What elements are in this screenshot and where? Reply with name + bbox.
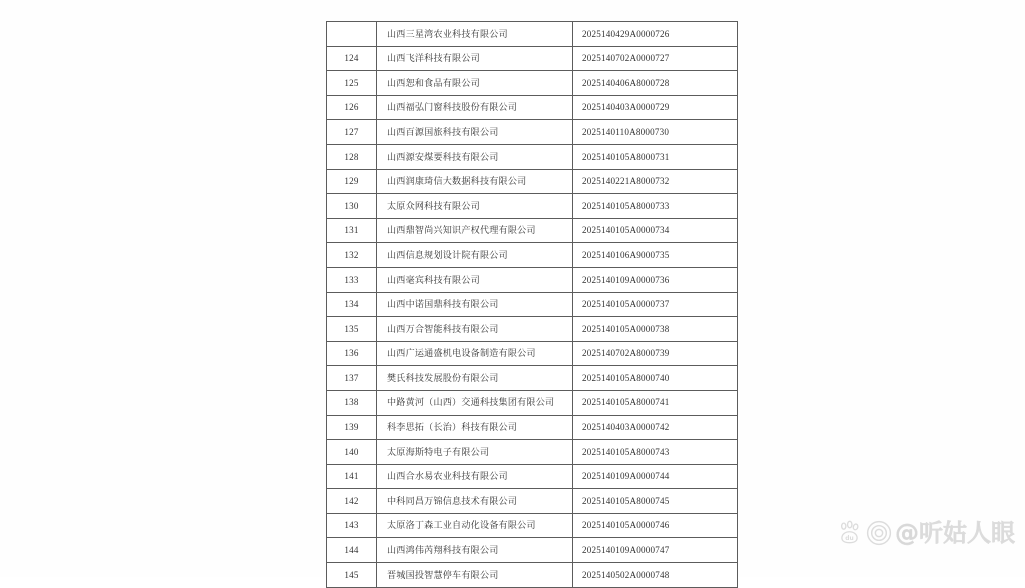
row-index-cell: [327, 415, 377, 440]
table-row: [327, 464, 738, 489]
enterprise-name-cell-text: 山西鼎智尚兴知识产权代理有限公司: [387, 225, 536, 236]
row-index-cell-text: 129: [344, 176, 359, 187]
registration-code-cell-text: 2025140105A8000733: [582, 200, 670, 211]
enterprise-name-cell: [377, 317, 573, 342]
enterprise-name-cell: [377, 267, 573, 292]
row-index-cell-text: 136: [344, 348, 359, 359]
registration-code-cell: [573, 538, 738, 563]
enterprise-name-cell: [377, 513, 573, 538]
row-index-cell-text: 130: [344, 200, 359, 211]
enterprise-name-cell-text: 山西合水易农业科技有限公司: [387, 471, 508, 482]
registration-code-cell-text: 2025140429A0000726: [582, 28, 670, 39]
row-index-cell-text: 132: [344, 249, 359, 260]
enterprise-registry-table: [326, 21, 738, 588]
registration-code-cell-text: 2025140105A8000731: [582, 151, 670, 162]
registration-code-cell: [573, 194, 738, 219]
row-index-cell-text: 144: [344, 545, 359, 556]
enterprise-name-cell-text: 山西广运通盛机电设备制造有限公司: [387, 348, 536, 359]
table-row: [327, 489, 738, 514]
table-row: [327, 538, 738, 563]
registration-code-cell: [573, 292, 738, 317]
row-index-cell: [327, 513, 377, 538]
enterprise-name-cell-text: 晋城国投智慧停车有限公司: [387, 569, 499, 580]
enterprise-name-cell: [377, 169, 573, 194]
row-index-cell: [327, 243, 377, 268]
enterprise-name-cell-text: 樊氏科技发展股份有限公司: [387, 372, 499, 383]
row-index-cell: [327, 440, 377, 465]
registration-code-cell-text: 2025140105A0000746: [582, 520, 670, 531]
registration-code-cell: [573, 46, 738, 71]
registration-code-cell: [573, 390, 738, 415]
registration-code-cell: [573, 218, 738, 243]
enterprise-name-cell-text: 中路黄河（山西）交通科技集团有限公司: [387, 397, 555, 408]
row-index-cell: [327, 292, 377, 317]
enterprise-name-cell: [377, 71, 573, 96]
registration-code-cell: [573, 464, 738, 489]
enterprise-name-cell: [377, 390, 573, 415]
table-row: [327, 267, 738, 292]
row-index-cell-text: 134: [344, 299, 359, 310]
row-index-cell-text: 143: [344, 520, 359, 531]
registration-code-cell-text: 2025140105A8000743: [582, 446, 670, 457]
registration-code-cell-text: 2025140110A8000730: [582, 126, 670, 137]
table-row: [327, 366, 738, 391]
table-row: [327, 440, 738, 465]
registration-code-cell: [573, 71, 738, 96]
table-row: [327, 194, 738, 219]
row-index-cell-text: 131: [344, 225, 359, 236]
table-row: [327, 71, 738, 96]
table-row: [327, 563, 738, 588]
registration-code-cell-text: 2025140109A0000736: [582, 274, 670, 285]
row-index-cell-text: 139: [344, 422, 359, 433]
table-row: [327, 341, 738, 366]
row-index-cell: [327, 317, 377, 342]
enterprise-name-cell-text: 山西三星湾农业科技有限公司: [387, 28, 508, 39]
registration-code-cell: [573, 366, 738, 391]
enterprise-name-cell-text: 山西中诺国鼎科技有限公司: [387, 299, 499, 310]
enterprise-name-cell: [377, 22, 573, 47]
enterprise-name-cell: [377, 563, 573, 588]
enterprise-name-cell-text: 中科同昌万锦信息技术有限公司: [387, 495, 518, 506]
registration-code-cell: [573, 415, 738, 440]
row-index-cell: [327, 169, 377, 194]
enterprise-name-cell: [377, 194, 573, 219]
row-index-cell-text: 138: [344, 397, 359, 408]
enterprise-name-cell: [377, 341, 573, 366]
registration-code-cell-text: 2025140109A0000744: [582, 471, 670, 482]
registry-table-body: [327, 22, 738, 588]
registration-code-cell-text: 2025140109A0000747: [582, 545, 670, 556]
enterprise-name-cell-text: 山西万合智能科技有限公司: [387, 323, 499, 334]
registration-code-cell: [573, 169, 738, 194]
table-row: [327, 22, 738, 47]
row-index-cell: [327, 218, 377, 243]
enterprise-name-cell: [377, 366, 573, 391]
row-index-cell-text: 128: [344, 151, 359, 162]
registration-code-cell-text: 2025140702A0000727: [582, 53, 670, 64]
registration-code-cell: [573, 22, 738, 47]
row-index-cell: [327, 95, 377, 120]
row-index-cell: [327, 538, 377, 563]
row-index-cell-text: 135: [344, 323, 359, 334]
enterprise-name-cell-text: 山西毫宾科技有限公司: [387, 274, 480, 285]
enterprise-name-cell: [377, 292, 573, 317]
row-index-cell: [327, 194, 377, 219]
row-index-cell-text: 125: [344, 77, 359, 88]
table-row: [327, 144, 738, 169]
table-row: [327, 415, 738, 440]
registration-code-cell-text: 2025140105A8000741: [582, 397, 670, 408]
row-index-cell-text: 141: [344, 471, 359, 482]
row-index-cell: [327, 390, 377, 415]
watermark-handle: @听姑人眼: [895, 518, 1015, 547]
row-index-cell: [327, 22, 377, 47]
registration-code-cell: [573, 95, 738, 120]
row-index-cell: [327, 341, 377, 366]
row-index-cell-text: 140: [344, 446, 359, 457]
row-index-cell-text: 124: [344, 53, 359, 64]
row-index-cell: [327, 563, 377, 588]
enterprise-name-cell: [377, 46, 573, 71]
watermark: [836, 519, 1015, 546]
row-index-cell-text: 142: [344, 495, 359, 506]
enterprise-name-cell-text: 太原海斯特电子有限公司: [387, 446, 490, 457]
registration-code-cell-text: 2025140105A0000737: [582, 299, 670, 310]
enterprise-name-cell: [377, 95, 573, 120]
enterprise-name-cell-text: 山西鸿伟芮翔科技有限公司: [387, 545, 499, 556]
enterprise-name-cell-text: 山西飞洋科技有限公司: [387, 53, 480, 64]
enterprise-name-cell: [377, 243, 573, 268]
row-index-cell: [327, 144, 377, 169]
enterprise-name-cell: [377, 464, 573, 489]
registration-code-cell: [573, 341, 738, 366]
enterprise-name-cell: [377, 120, 573, 145]
registration-code-cell-text: 2025140105A0000734: [582, 225, 670, 236]
table-row: [327, 243, 738, 268]
registration-code-cell-text: 2025140403A0000742: [582, 422, 670, 433]
enterprise-name-cell: [377, 218, 573, 243]
registration-code-cell-text: 2025140105A0000738: [582, 323, 670, 334]
row-index-cell: [327, 46, 377, 71]
enterprise-name-cell: [377, 144, 573, 169]
registration-code-cell: [573, 267, 738, 292]
enterprise-name-cell-text: 山西信息规划设计院有限公司: [387, 249, 508, 260]
enterprise-name-cell: [377, 538, 573, 563]
registration-code-cell-text: 2025140105A8000740: [582, 372, 670, 383]
table-row: [327, 292, 738, 317]
svg-text:du: du: [845, 536, 854, 543]
row-index-cell: [327, 366, 377, 391]
registration-code-cell-text: 2025140406A8000728: [582, 77, 670, 88]
registration-code-cell: [573, 120, 738, 145]
enterprise-name-cell: [377, 489, 573, 514]
registration-code-cell: [573, 440, 738, 465]
registration-code-cell-text: 2025140502A0000748: [582, 569, 670, 580]
registration-code-cell: [573, 489, 738, 514]
table-row: [327, 120, 738, 145]
registration-code-cell: [573, 144, 738, 169]
enterprise-name-cell-text: 太原洛丁森工业自动化设备有限公司: [387, 520, 536, 531]
registration-code-cell-text: 2025140403A0000729: [582, 102, 670, 113]
table-row: [327, 317, 738, 342]
table-row: [327, 218, 738, 243]
row-index-cell-text: 127: [344, 126, 359, 137]
row-index-cell: [327, 71, 377, 96]
enterprise-name-cell: [377, 440, 573, 465]
enterprise-name-cell: [377, 415, 573, 440]
registration-code-cell-text: 2025140105A8000745: [582, 495, 670, 506]
baidu-paw-icon: [836, 519, 863, 546]
at-sign-icon: [866, 520, 892, 546]
enterprise-name-cell-text: 山西百源国旅科技有限公司: [387, 126, 499, 137]
registration-code-cell: [573, 513, 738, 538]
row-index-cell: [327, 267, 377, 292]
enterprise-name-cell-text: 山西源安煤要科技有限公司: [387, 151, 499, 162]
row-index-cell-text: 126: [344, 102, 359, 113]
table-row: [327, 46, 738, 71]
enterprise-name-cell-text: 山西恕和食品有限公司: [387, 77, 480, 88]
registration-code-cell: [573, 317, 738, 342]
registration-code-cell-text: 2025140702A8000739: [582, 348, 670, 359]
table-row: [327, 95, 738, 120]
registration-code-cell: [573, 563, 738, 588]
registration-code-cell-text: 2025140106A9000735: [582, 249, 670, 260]
row-index-cell-text: 133: [344, 274, 359, 285]
row-index-cell-text: 145: [344, 569, 359, 580]
row-index-cell: [327, 120, 377, 145]
registration-code-cell-text: 2025140221A8000732: [582, 176, 670, 187]
row-index-cell-text: 137: [344, 372, 359, 383]
enterprise-name-cell-text: 太原众网科技有限公司: [387, 200, 480, 211]
enterprise-name-cell-text: 科李思拓（长治）科技有限公司: [387, 422, 518, 433]
enterprise-name-cell-text: 山西润康琦信大数据科技有限公司: [387, 176, 527, 187]
table-row: [327, 513, 738, 538]
table-row: [327, 390, 738, 415]
registration-code-cell: [573, 243, 738, 268]
enterprise-name-cell-text: 山西福弘门窗科技股份有限公司: [387, 102, 518, 113]
table-row: [327, 169, 738, 194]
row-index-cell: [327, 464, 377, 489]
row-index-cell: [327, 489, 377, 514]
